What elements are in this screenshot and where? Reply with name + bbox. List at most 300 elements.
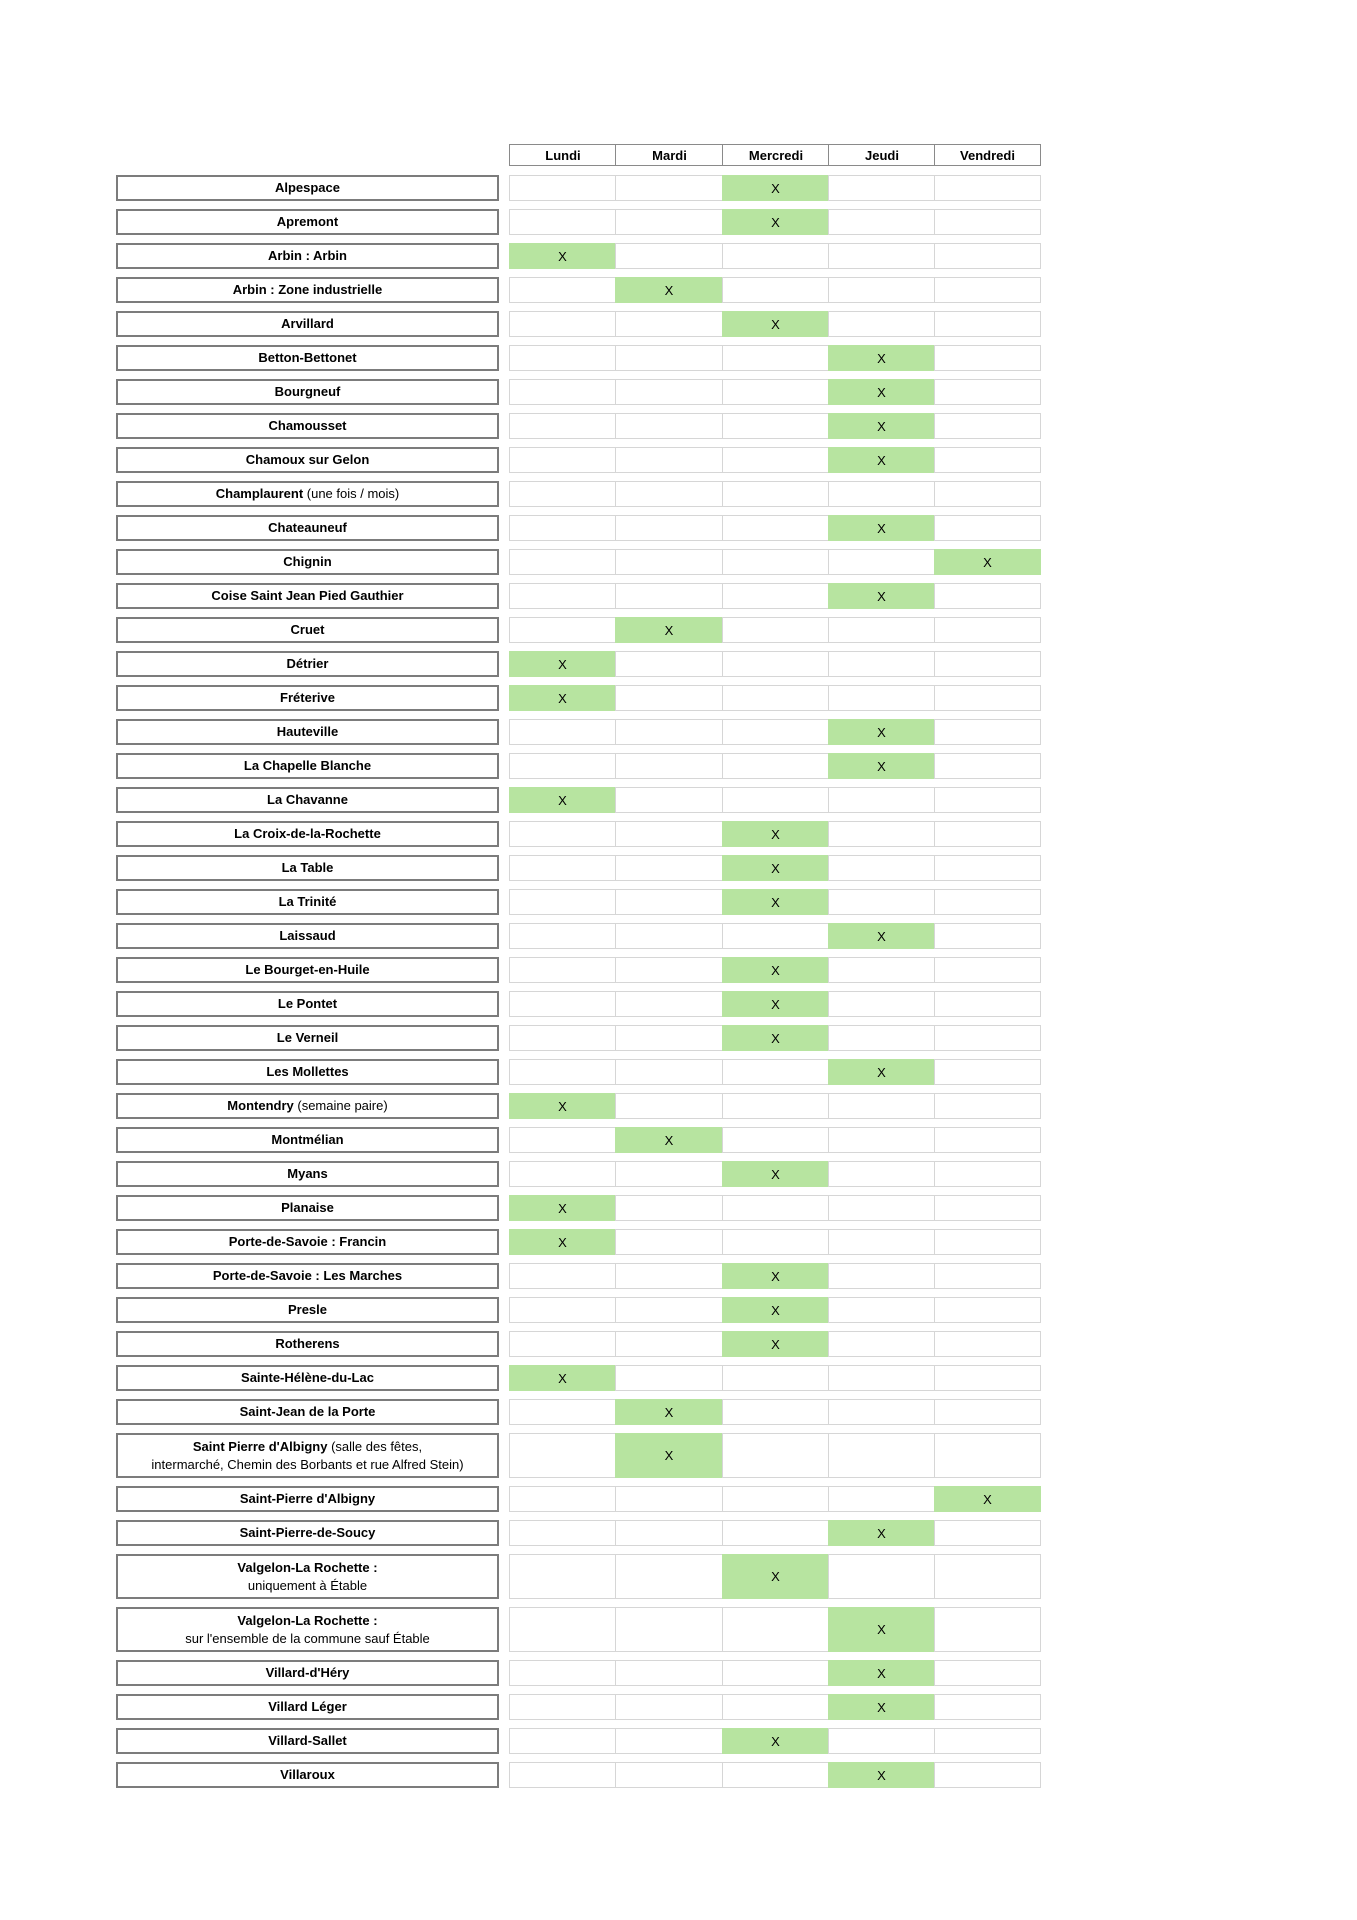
empty-day-cell [722, 1059, 829, 1085]
empty-day-cell [934, 617, 1041, 643]
empty-day-cell [615, 243, 723, 269]
empty-day-cell [615, 345, 723, 371]
commune-name-line [279, 927, 335, 945]
commune-name-bold: Arvillard [281, 316, 334, 331]
commune-name-bold: Le Bourget-en-Huile [245, 962, 370, 977]
empty-day-cell [934, 889, 1041, 915]
empty-day-cell [509, 1554, 616, 1599]
commune-name-line [244, 757, 371, 775]
collection-mark-cell: X [509, 1365, 616, 1391]
empty-day-cell [615, 1297, 723, 1323]
commune-name-line [280, 1766, 335, 1784]
empty-day-cell [722, 1694, 829, 1720]
commune-name [116, 855, 499, 881]
empty-day-cell [509, 1660, 616, 1686]
commune-name-note: intermarché, Chemin des Borbants et rue Alfred Stein) [151, 1456, 464, 1472]
commune-name-line [282, 859, 334, 877]
commune-name-note: uniquement à Étable [247, 1577, 368, 1593]
empty-day-cell [509, 481, 616, 507]
commune-name-line [278, 995, 337, 1013]
empty-day-cell [934, 1520, 1041, 1546]
commune-name-line [193, 1438, 422, 1456]
empty-day-cell [509, 345, 616, 371]
empty-day-cell [615, 957, 723, 983]
empty-day-cell [934, 447, 1041, 473]
empty-day-cell [934, 651, 1041, 677]
empty-day-cell [722, 413, 829, 439]
empty-day-cell [722, 447, 829, 473]
commune-name [116, 1554, 499, 1599]
commune-name-bold: Saint-Jean de la Porte [239, 1404, 376, 1419]
commune-name-bold: Montmélian [271, 1132, 344, 1147]
commune-name-bold: Alpespace [274, 180, 341, 195]
empty-day-cell [828, 549, 935, 575]
commune-name [116, 617, 499, 643]
empty-day-cell [509, 583, 616, 609]
commune-name-line [279, 893, 337, 911]
commune-name [116, 515, 499, 541]
commune-name-line [280, 689, 335, 707]
empty-day-cell [934, 277, 1041, 303]
empty-day-cell [509, 379, 616, 405]
commune-name-line [275, 179, 340, 197]
collection-mark-cell: X [509, 1195, 616, 1221]
empty-day-cell [828, 855, 935, 881]
empty-day-cell [934, 1762, 1041, 1788]
empty-day-cell [615, 1093, 723, 1119]
collection-mark-cell: X [828, 923, 935, 949]
commune-name [116, 991, 499, 1017]
commune-name-bold: Fréterive [280, 690, 335, 705]
empty-day-cell [934, 1728, 1041, 1754]
empty-day-cell [722, 719, 829, 745]
empty-day-cell [722, 515, 829, 541]
day-header-mardi: Mardi [615, 144, 723, 166]
commune-name-bold: La Chapelle Blanche [243, 758, 372, 773]
empty-day-cell [722, 787, 829, 813]
empty-day-cell [934, 1433, 1041, 1478]
collection-mark-cell: X [828, 753, 935, 779]
empty-day-cell [615, 1195, 723, 1221]
empty-day-cell [615, 821, 723, 847]
empty-day-cell [828, 1025, 935, 1051]
empty-day-cell [615, 1660, 723, 1686]
commune-name [116, 277, 499, 303]
collection-mark-cell: X [509, 651, 616, 677]
empty-day-cell [509, 1263, 616, 1289]
commune-name-note: (une fois / mois) [303, 486, 400, 501]
collection-mark-cell: X [934, 549, 1041, 575]
empty-day-cell [509, 1762, 616, 1788]
commune-name-bold: Détrier [286, 656, 329, 671]
collection-mark-cell: X [615, 1433, 723, 1478]
commune-name-bold: Porte-de-Savoie : Les Marches [212, 1268, 403, 1283]
empty-day-cell [828, 1263, 935, 1289]
empty-day-cell [934, 1660, 1041, 1686]
empty-day-cell [722, 549, 829, 575]
empty-day-cell [828, 1728, 935, 1754]
commune-name-bold: Valgelon-La Rochette : [237, 1559, 378, 1575]
commune-name-bold: Laissaud [279, 928, 336, 943]
commune-name-line [258, 349, 356, 367]
empty-day-cell [722, 651, 829, 677]
commune-name-line [240, 1524, 376, 1542]
commune-name-bold: Rotherens [275, 1336, 340, 1351]
commune-name-line [266, 1664, 350, 1682]
empty-day-cell [934, 1399, 1041, 1425]
commune-name [116, 1660, 499, 1686]
collection-mark-cell: X [722, 855, 829, 881]
collection-mark-cell: X [615, 277, 723, 303]
empty-day-cell [722, 923, 829, 949]
empty-day-cell [722, 617, 829, 643]
commune-name-bold: Saint-Pierre d'Albigny [239, 1491, 376, 1506]
collection-mark-cell: X [722, 1554, 829, 1599]
collection-mark-cell: X [509, 1229, 616, 1255]
commune-name-line [229, 1233, 386, 1251]
commune-name-line [185, 1630, 430, 1648]
commune-name-line [151, 1456, 463, 1474]
collection-mark-cell: X [615, 1127, 723, 1153]
commune-name-note: (semaine paire) [293, 1098, 388, 1113]
commune-name-line [277, 723, 338, 741]
commune-name-bold: Presle [287, 1302, 328, 1317]
commune-name-line [266, 1063, 348, 1081]
empty-day-cell [934, 1554, 1041, 1599]
commune-name [116, 753, 499, 779]
empty-day-cell [934, 175, 1041, 201]
commune-name-bold: La Croix-de-la-Rochette [234, 826, 381, 841]
commune-name-line [241, 1369, 374, 1387]
collection-mark-cell: X [828, 1520, 935, 1546]
commune-name-bold: Chamoux sur Gelon [245, 452, 370, 467]
commune-name-bold: Montendry [227, 1098, 294, 1113]
commune-name [116, 379, 499, 405]
day-header-lundi: Lundi [509, 144, 616, 166]
commune-name [116, 447, 499, 473]
empty-day-cell [828, 957, 935, 983]
empty-day-cell [509, 889, 616, 915]
empty-day-cell [934, 1694, 1041, 1720]
empty-day-cell [615, 787, 723, 813]
empty-day-cell [509, 413, 616, 439]
commune-name-line [268, 417, 346, 435]
empty-day-cell [828, 1486, 935, 1512]
empty-day-cell [615, 923, 723, 949]
empty-day-cell [934, 1365, 1041, 1391]
commune-name-line [277, 213, 338, 231]
commune-name [116, 1297, 499, 1323]
commune-name-bold: Villard Léger [268, 1699, 347, 1714]
commune-name-line [291, 621, 325, 639]
commune-name-line [233, 281, 383, 299]
empty-day-cell [722, 1229, 829, 1255]
commune-name-bold: Valgelon-La Rochette : [237, 1612, 378, 1628]
empty-day-cell [615, 175, 723, 201]
commune-name [116, 1127, 499, 1153]
empty-day-cell [934, 787, 1041, 813]
empty-day-cell [509, 1520, 616, 1546]
commune-name [116, 821, 499, 847]
collection-mark-cell: X [722, 1161, 829, 1187]
empty-day-cell [615, 447, 723, 473]
collection-mark-cell: X [509, 243, 616, 269]
empty-day-cell [509, 447, 616, 473]
collection-mark-cell: X [722, 821, 829, 847]
empty-day-cell [934, 209, 1041, 235]
empty-day-cell [615, 1161, 723, 1187]
empty-day-cell [934, 1161, 1041, 1187]
empty-day-cell [615, 1762, 723, 1788]
commune-name [116, 1195, 499, 1221]
empty-day-cell [509, 1331, 616, 1357]
empty-day-cell [722, 1486, 829, 1512]
empty-day-cell [934, 1297, 1041, 1323]
empty-day-cell [615, 1365, 723, 1391]
collection-mark-cell: X [722, 1728, 829, 1754]
empty-day-cell [722, 753, 829, 779]
commune-name [116, 1161, 499, 1187]
empty-day-cell [828, 1093, 935, 1119]
commune-name-bold: Porte-de-Savoie : Francin [228, 1234, 387, 1249]
commune-name-line [268, 1698, 347, 1716]
collection-mark-cell: X [828, 583, 935, 609]
empty-day-cell [509, 1127, 616, 1153]
empty-day-cell [828, 991, 935, 1017]
commune-name-bold: Sainte-Hélène-du-Lac [241, 1370, 374, 1385]
empty-day-cell [934, 1263, 1041, 1289]
commune-name [116, 889, 499, 915]
commune-name [116, 1093, 499, 1119]
empty-day-cell [722, 1093, 829, 1119]
empty-day-cell [615, 1520, 723, 1546]
commune-name [116, 651, 499, 677]
empty-day-cell [828, 617, 935, 643]
empty-day-cell [934, 515, 1041, 541]
empty-day-cell [509, 311, 616, 337]
commune-name-line [268, 519, 347, 537]
empty-day-cell [934, 1195, 1041, 1221]
commune-name [116, 719, 499, 745]
empty-day-cell [615, 991, 723, 1017]
empty-day-cell [828, 787, 935, 813]
commune-name [116, 1331, 499, 1357]
empty-day-cell [722, 481, 829, 507]
commune-name-line [268, 247, 347, 265]
commune-name [116, 1486, 499, 1512]
empty-day-cell [615, 1059, 723, 1085]
commune-name-line [283, 553, 331, 571]
commune-name-bold: Le Pontet [277, 996, 338, 1011]
collection-mark-cell: X [722, 311, 829, 337]
commune-name-bold: La Table [281, 860, 334, 875]
empty-day-cell [934, 379, 1041, 405]
empty-day-cell [509, 753, 616, 779]
collection-mark-cell: X [828, 1694, 935, 1720]
commune-name [116, 583, 499, 609]
commune-name [116, 1059, 499, 1085]
empty-day-cell [722, 379, 829, 405]
empty-day-cell [615, 855, 723, 881]
empty-day-cell [509, 277, 616, 303]
empty-day-cell [509, 1297, 616, 1323]
commune-name-bold: Coise Saint Jean Pied Gauthier [211, 588, 404, 603]
collection-mark-cell: X [722, 1331, 829, 1357]
collection-mark-cell: X [722, 209, 829, 235]
collection-mark-cell: X [828, 515, 935, 541]
collection-mark-cell: X [828, 413, 935, 439]
commune-name [116, 1229, 499, 1255]
collection-mark-cell: X [722, 957, 829, 983]
commune-name-bold: Saint Pierre d'Albigny [192, 1438, 328, 1454]
empty-day-cell [934, 583, 1041, 609]
empty-day-cell [934, 1127, 1041, 1153]
empty-day-cell [615, 1607, 723, 1652]
commune-name-bold: Les Mollettes [266, 1064, 349, 1079]
commune-name-line [281, 315, 334, 333]
empty-day-cell [934, 821, 1041, 847]
commune-name-line [288, 1301, 327, 1319]
empty-day-cell [509, 1694, 616, 1720]
commune-name [116, 957, 499, 983]
empty-day-cell [828, 1365, 935, 1391]
commune-name-line [237, 1559, 377, 1577]
commune-name-bold: Apremont [276, 214, 339, 229]
commune-name-line [287, 1165, 327, 1183]
commune-name-line [234, 825, 381, 843]
empty-day-cell [615, 583, 723, 609]
commune-name-line [246, 451, 370, 469]
commune-name-line [245, 961, 369, 979]
commune-name-note: (salle des fêtes, [327, 1438, 423, 1454]
empty-day-cell [828, 1554, 935, 1599]
collection-mark-cell: X [828, 379, 935, 405]
commune-name-bold: Chateauneuf [268, 520, 347, 535]
empty-day-cell [934, 991, 1041, 1017]
empty-day-cell [934, 753, 1041, 779]
commune-name [116, 549, 499, 575]
empty-day-cell [828, 1297, 935, 1323]
commune-name [116, 311, 499, 337]
day-header-vendredi: Vendredi [934, 144, 1041, 166]
empty-day-cell [722, 1365, 829, 1391]
commune-name-bold: Hauteville [276, 724, 339, 739]
empty-day-cell [615, 379, 723, 405]
commune-name-bold: La Trinité [278, 894, 337, 909]
collection-mark-cell: X [828, 1607, 935, 1652]
commune-name-line [275, 383, 341, 401]
commune-name-bold: Planaise [281, 1200, 334, 1215]
empty-day-cell [509, 1728, 616, 1754]
empty-day-cell [509, 1025, 616, 1051]
commune-name-bold: Champlaurent [215, 486, 304, 501]
commune-name-line [227, 1097, 387, 1115]
commune-name-line [240, 1490, 375, 1508]
empty-day-cell [934, 243, 1041, 269]
empty-day-cell [509, 515, 616, 541]
empty-day-cell [615, 753, 723, 779]
commune-name [116, 685, 499, 711]
empty-day-cell [615, 685, 723, 711]
commune-name-bold: Betton-Bettonet [258, 350, 357, 365]
empty-day-cell [509, 957, 616, 983]
commune-name [116, 1520, 499, 1546]
collection-mark-cell: X [828, 1660, 935, 1686]
commune-name-line [287, 655, 329, 673]
commune-name-bold: Chignin [283, 554, 332, 569]
commune-name-bold: Villard-d'Héry [265, 1665, 350, 1680]
empty-day-cell [722, 1607, 829, 1652]
commune-name [116, 1607, 499, 1652]
empty-day-cell [615, 481, 723, 507]
empty-day-cell [828, 243, 935, 269]
collection-mark-cell: X [828, 719, 935, 745]
empty-day-cell [509, 821, 616, 847]
empty-day-cell [934, 923, 1041, 949]
day-header-mercredi: Mercredi [722, 144, 829, 166]
empty-day-cell [934, 1229, 1041, 1255]
empty-day-cell [615, 651, 723, 677]
empty-day-cell [509, 1059, 616, 1085]
empty-day-cell [722, 345, 829, 371]
empty-day-cell [934, 481, 1041, 507]
empty-day-cell [828, 651, 935, 677]
empty-day-cell [722, 685, 829, 711]
commune-name [116, 1365, 499, 1391]
empty-day-cell [934, 1331, 1041, 1357]
empty-day-cell [934, 855, 1041, 881]
collection-mark-cell: X [722, 1297, 829, 1323]
commune-name-bold: Cruet [290, 622, 325, 637]
empty-day-cell [828, 1195, 935, 1221]
collection-mark-cell: X [828, 447, 935, 473]
empty-day-cell [509, 1161, 616, 1187]
empty-day-cell [934, 345, 1041, 371]
commune-name-bold: Bourgneuf [274, 384, 341, 399]
day-header-jeudi: Jeudi [828, 144, 935, 166]
empty-day-cell [615, 1229, 723, 1255]
collection-mark-cell: X [509, 787, 616, 813]
commune-name [116, 209, 499, 235]
empty-day-cell [722, 1660, 829, 1686]
empty-day-cell [828, 311, 935, 337]
commune-name [116, 345, 499, 371]
empty-day-cell [828, 1229, 935, 1255]
commune-name [116, 923, 499, 949]
collection-mark-cell: X [828, 1762, 935, 1788]
commune-name-line [275, 1335, 339, 1353]
empty-day-cell [509, 175, 616, 201]
commune-name-bold: Myans [287, 1166, 328, 1181]
commune-name [116, 243, 499, 269]
commune-name-line [268, 1732, 347, 1750]
collection-mark-cell: X [509, 685, 616, 711]
commune-name-line [237, 1612, 377, 1630]
collection-mark-cell: X [509, 1093, 616, 1119]
collection-mark-cell: X [934, 1486, 1041, 1512]
commune-name-bold: La Chavanne [267, 792, 348, 807]
empty-day-cell [722, 1762, 829, 1788]
collection-mark-cell: X [722, 1025, 829, 1051]
empty-day-cell [828, 209, 935, 235]
empty-day-cell [828, 277, 935, 303]
collection-mark-cell: X [615, 617, 723, 643]
empty-day-cell [615, 515, 723, 541]
empty-day-cell [722, 277, 829, 303]
empty-day-cell [828, 685, 935, 711]
empty-day-cell [509, 617, 616, 643]
commune-name-line [240, 1403, 376, 1421]
